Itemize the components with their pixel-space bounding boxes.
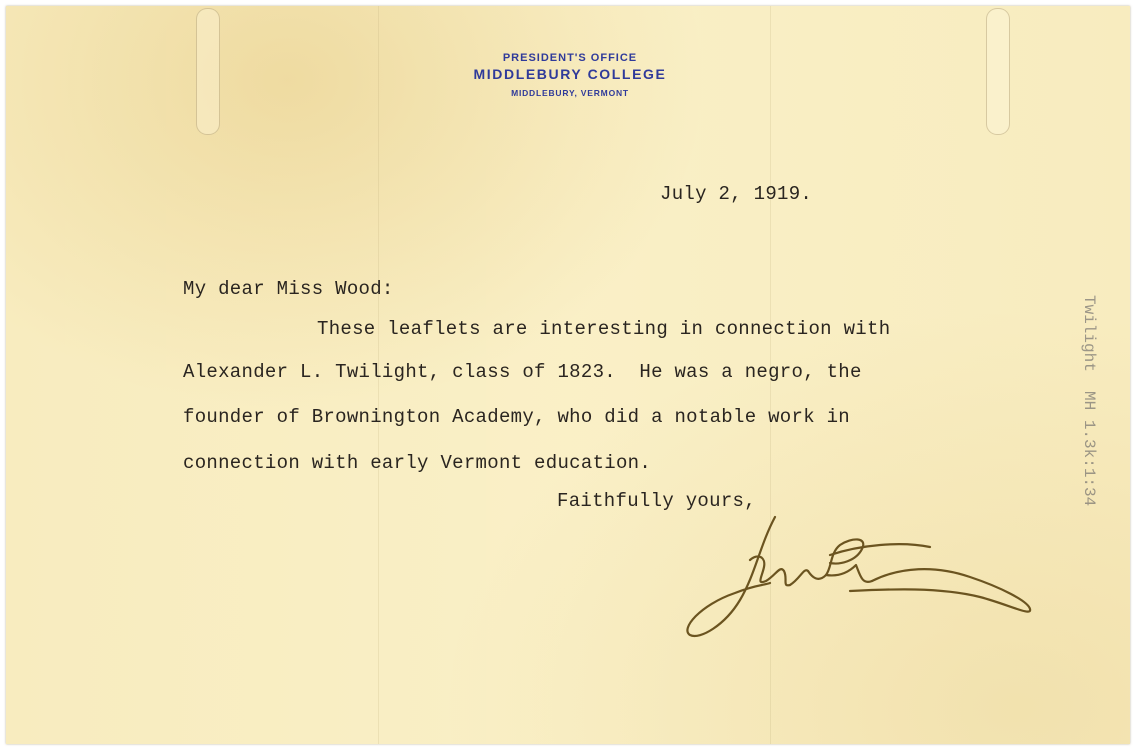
letterhead-office: PRESIDENT'S OFFICE <box>502 52 638 64</box>
letterhead <box>420 52 720 98</box>
archive-stamp: Twilight MH 1.3k:1:34 <box>1080 295 1098 507</box>
letterhead-college: MIDDLEBURY COLLEGE <box>473 66 667 82</box>
letterhead-location: MIDDLEBURY, VERMONT <box>511 88 629 98</box>
body-line: These leaflets are interesting in connection with <box>317 318 891 340</box>
body-line: Alexander L. Twilight, class of 1823. He was a negro, the <box>183 361 862 383</box>
letter-date: July 2, 1919. <box>660 183 813 205</box>
salutation: My dear Miss Wood: <box>183 278 394 300</box>
staple-mark <box>986 8 1010 135</box>
closing: Faithfully yours, <box>557 490 756 512</box>
body-line: founder of Brownington Academy, who did a notable work in <box>183 406 851 428</box>
handwritten-signature <box>680 505 1040 650</box>
staple-mark <box>196 8 220 135</box>
body-line: connection with early Vermont education. <box>183 452 652 474</box>
